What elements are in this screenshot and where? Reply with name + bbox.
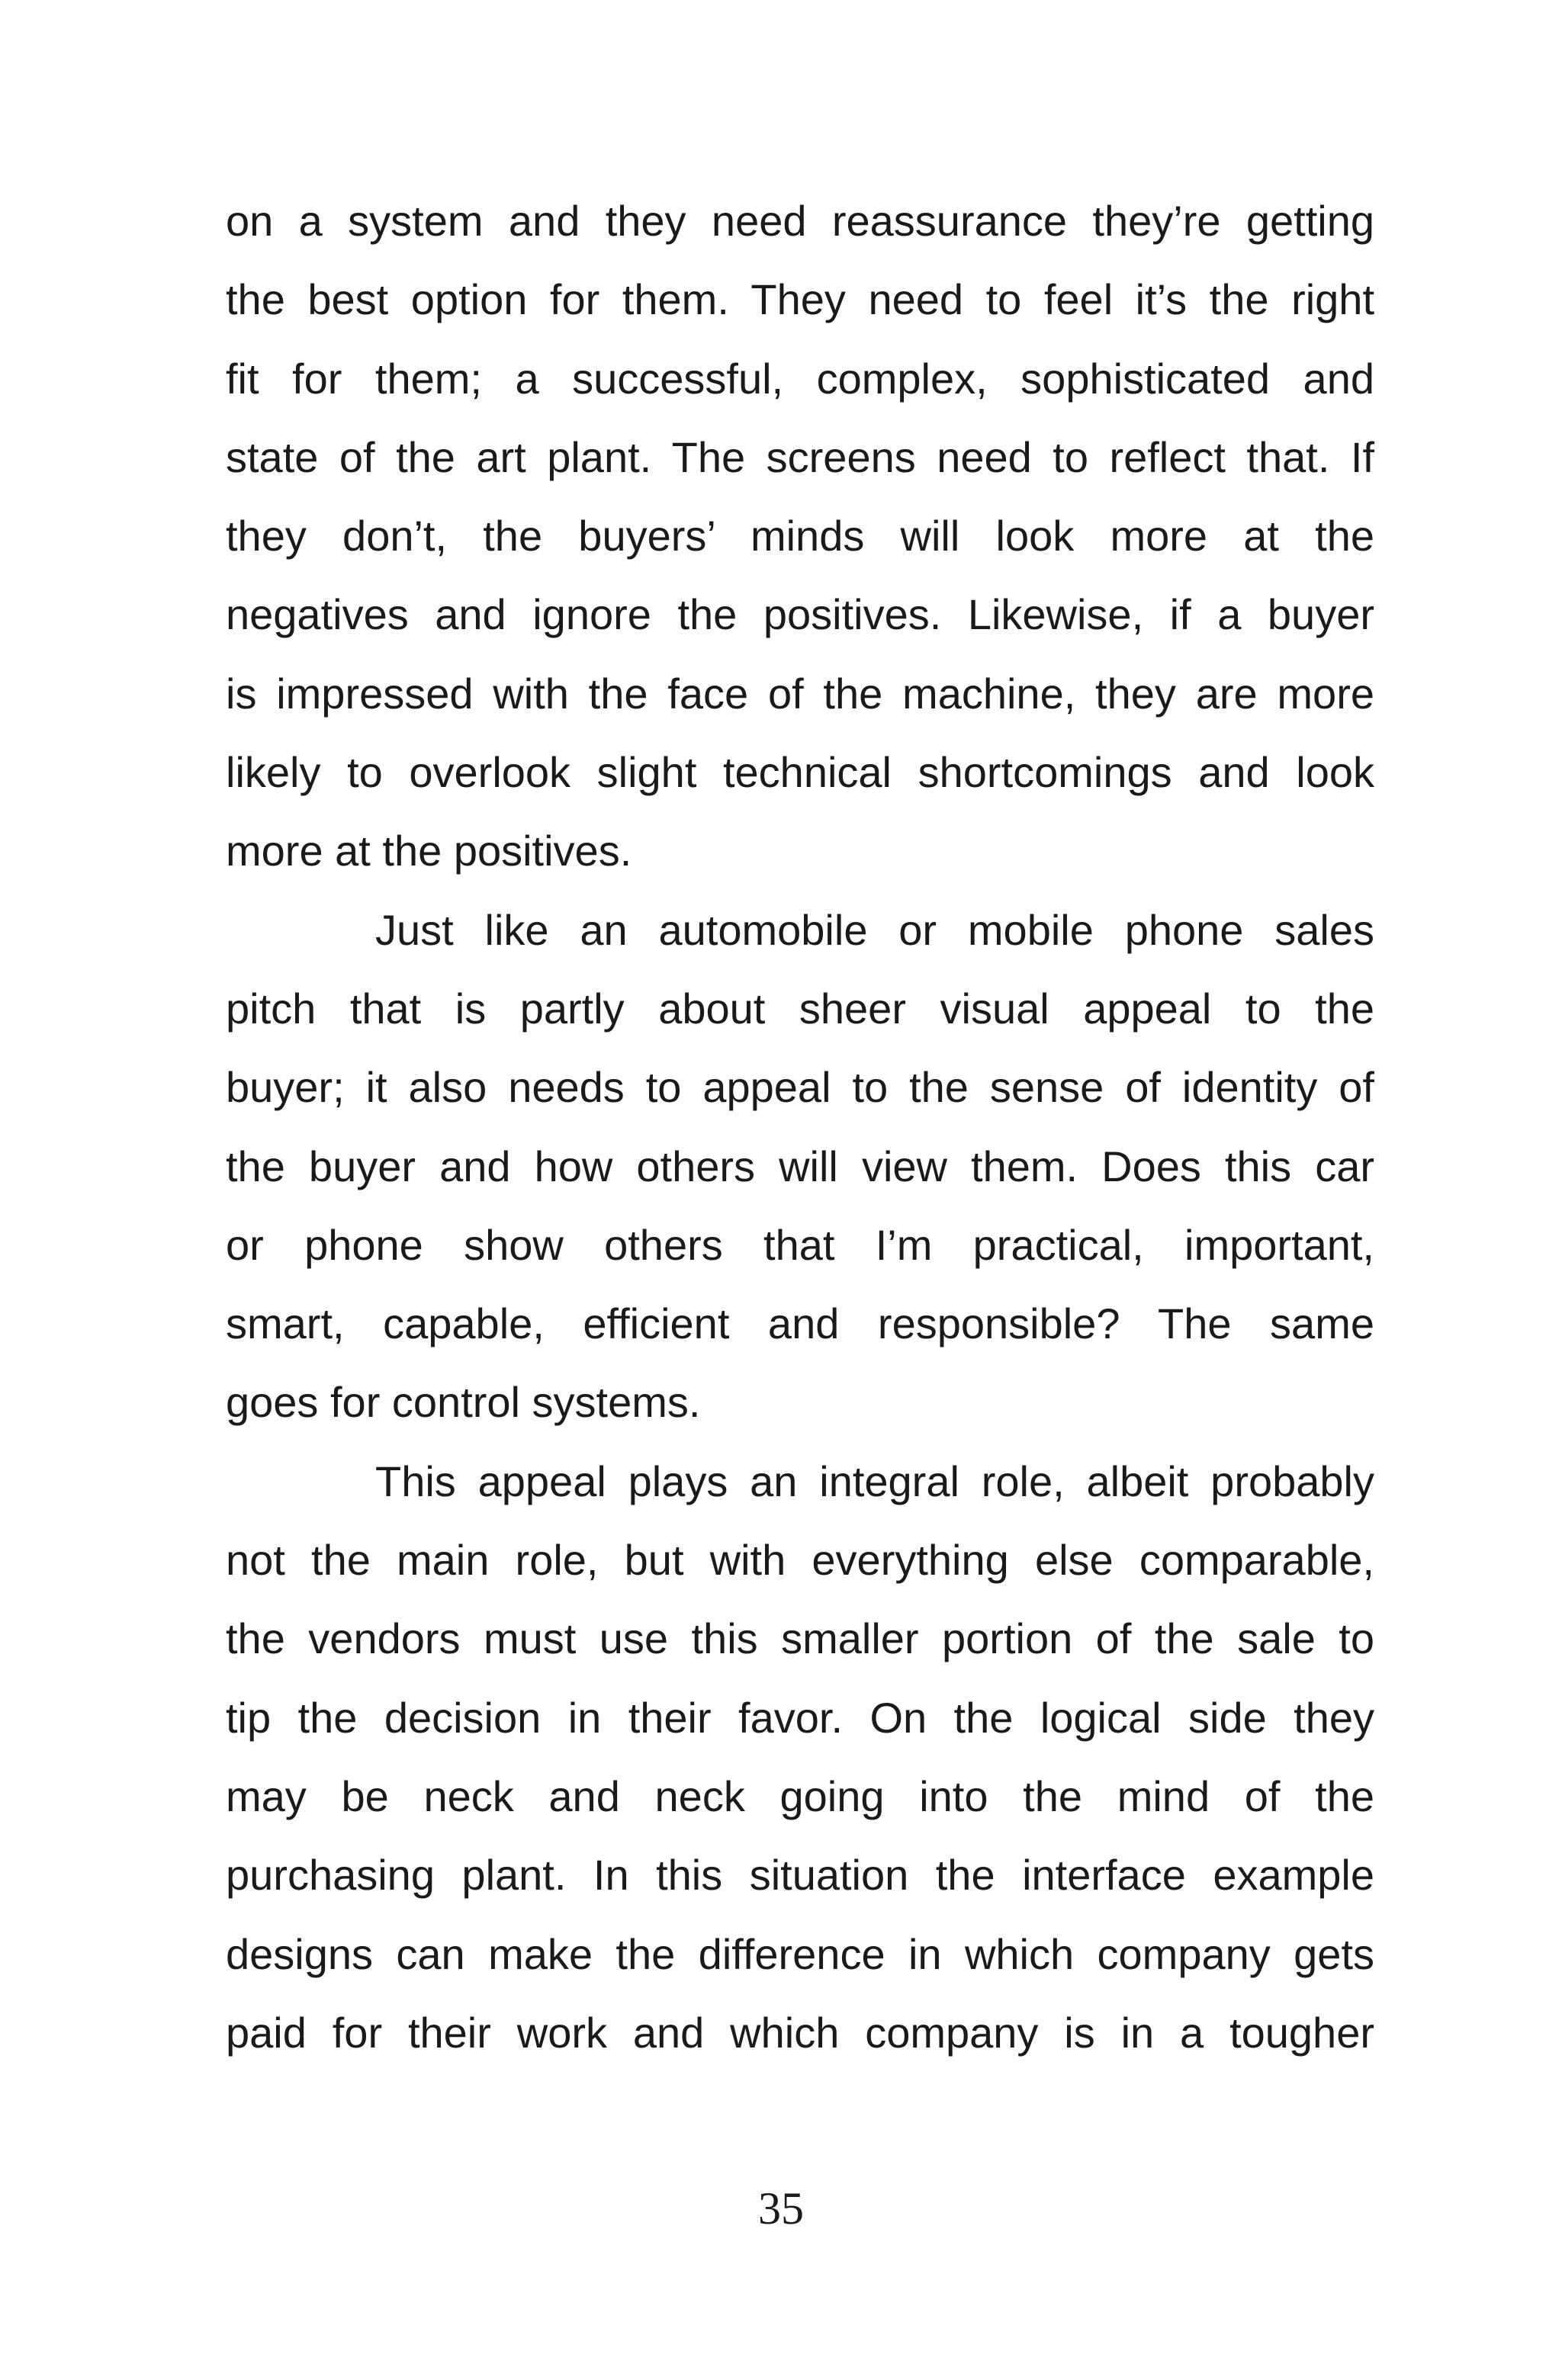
text-line: the buyer and how others will view them. Does this car — [226, 1142, 1374, 1190]
text-line: may be neck and neck going into the mind of the — [226, 1771, 1374, 1820]
page-number: 35 — [758, 2183, 804, 2234]
text-line: negatives and ignore the positives. Likewise, if a buyer — [226, 590, 1374, 639]
paragraph-1 — [226, 181, 1374, 891]
text-line: more at the positives. — [226, 827, 632, 875]
text-line: they don’t, the buyers’ minds will look more at the — [226, 512, 1374, 560]
text-line: the best option for them. They need to feel it’s the right — [226, 275, 1374, 324]
text-line: on a system and they need reassurance they’re getting — [226, 197, 1374, 245]
text-line: not the main role, but with everything else comparable, — [226, 1536, 1374, 1585]
paragraph-2 — [226, 891, 1374, 1442]
text-line: tip the decision in their favor. On the logical side they — [226, 1693, 1374, 1742]
text-line: Just like an automobile or mobile phone sales — [375, 905, 1374, 954]
text-line: This appeal plays an integral role, albeit probably — [375, 1457, 1374, 1505]
text-line: state of the art plant. The screens need to reflect that. If — [226, 432, 1374, 481]
text-line: paid for their work and which company is in a tougher — [226, 2008, 1374, 2057]
text-line: is impressed with the face of the machine, they are more — [226, 669, 1374, 718]
paragraph-3 — [226, 1442, 1374, 2072]
text-line: pitch that is partly about sheer visual appeal to the — [226, 984, 1374, 1033]
text-line: fit for them; a successful, complex, sophisticated and — [226, 354, 1374, 403]
text-line: designs can make the difference in which company gets — [226, 1929, 1374, 1978]
text-line: smart, capable, efficient and responsible? The same — [226, 1299, 1374, 1348]
text-line: purchasing plant. In this situation the interface example — [226, 1851, 1374, 1900]
text-line: the vendors must use this smaller portion of the sale to — [226, 1614, 1374, 1663]
text-line: buyer; it also needs to appeal to the sense of identity of — [226, 1063, 1374, 1112]
text-line: likely to overlook slight technical shortcomings and look — [226, 748, 1374, 797]
text-line: or phone show others that I’m practical, important, — [226, 1220, 1374, 1269]
text-line: goes for control systems. — [226, 1378, 701, 1427]
body-text — [226, 181, 1374, 2072]
